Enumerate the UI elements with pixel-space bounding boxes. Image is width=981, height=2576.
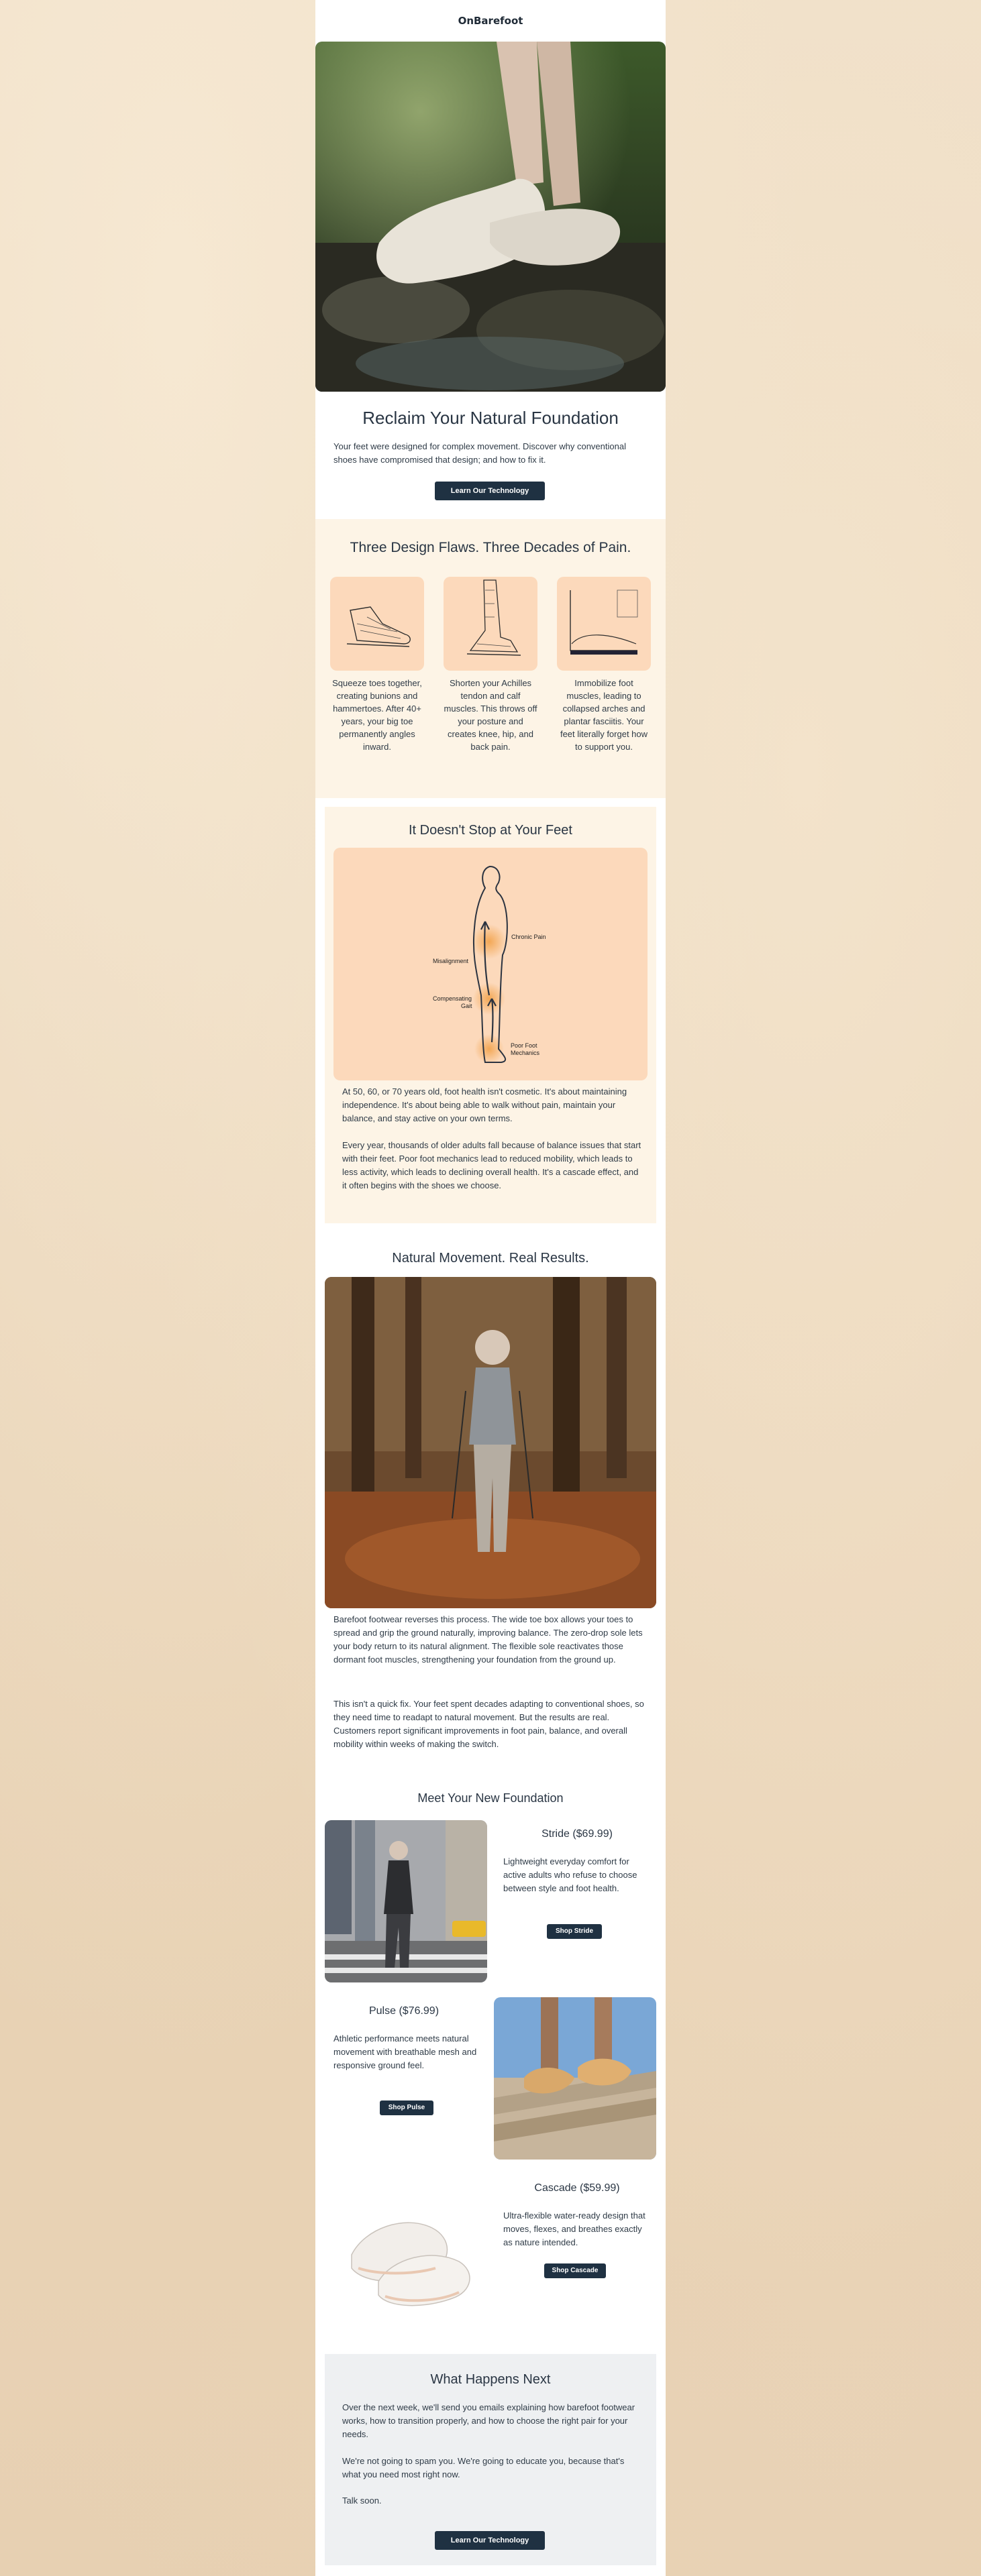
results-image	[325, 1277, 656, 1608]
next-paragraph-2: We're not going to spam you. We're going to educate you, because that's what you need most right now.	[342, 2456, 625, 2479]
label-misalignment: Misalignment	[433, 958, 469, 964]
hero-text: Your feet were designed for complex movement. Discover why conventional shoes have compromised that design; and how to fix it.	[333, 441, 626, 465]
flaws-title: Three Design Flaws. Three Decades of Pain.	[350, 540, 631, 555]
label-mechanics: Mechanics	[511, 1050, 540, 1056]
next-cta-button[interactable]: Learn Our Technology	[435, 2531, 545, 2550]
next-title: What Happens Next	[430, 2372, 551, 2387]
flaw-image-achilles	[444, 577, 537, 671]
hero-image	[315, 42, 666, 392]
product-name-pulse: Pulse ($76.99)	[368, 2005, 440, 2017]
product-image-cascade[interactable]	[325, 2174, 487, 2337]
shop-stride-button[interactable]: Shop Stride	[547, 1924, 602, 1939]
flaw-image-toes	[330, 577, 424, 671]
flaw-text-toes: Squeeze toes together, creating bunions and hammertoes. After 40+ years, your big toe permanently angles inward.	[332, 678, 422, 752]
product-name-cascade: Cascade ($59.99)	[534, 2182, 620, 2194]
flaw-text-arch: Immobilize foot muscles, leading to collapsed arches and plantar fasciitis. Your feet literally forget how to support you.	[560, 678, 648, 752]
brand-logo[interactable]: OnBarefoot	[458, 15, 523, 27]
product-image-stride[interactable]	[325, 1820, 487, 1982]
cascade-title: It Doesn't Stop at Your Feet	[409, 823, 572, 838]
product-name-stride: Stride ($69.99)	[541, 1828, 613, 1840]
cascade-paragraph-2: Every year, thousands of older adults fall because of balance issues that start with their feet. Poor foot mechanics lead to reduced mobility, which leads to less activity, which leads to declining overall health. It's a cascade effect, and it often begins with the shoes we choose.	[342, 1140, 641, 1190]
label-chronic-pain: Chronic Pain	[511, 934, 546, 940]
product-desc-cascade: Ultra-flexible water-ready design that moves, flexes, and breathes exactly as nature intended.	[503, 2210, 646, 2247]
product-desc-pulse: Athletic performance meets natural movement with breathable mesh and responsive ground feel.	[333, 2033, 477, 2070]
cascade-diagram	[333, 848, 648, 1080]
label-compensating: Compensating	[433, 995, 472, 1002]
hero-cta-button[interactable]: Learn Our Technology	[435, 482, 545, 500]
results-paragraph-2: This isn't a quick fix. Your feet spent decades adapting to conventional shoes, so they need time to readapt to natural movement. But the results are real. Customers report significant improvements in foot pain, balance, and overall mobility within weeks of making the switch.	[333, 1699, 644, 1749]
product-desc-stride: Lightweight everyday comfort for active adults who refuse to choose between style and foot health.	[503, 1856, 637, 1893]
label-gait: Gait	[461, 1003, 472, 1009]
email-container	[315, 0, 666, 2576]
products-title: Meet Your New Foundation	[417, 1791, 564, 1805]
label-poor-foot: Poor Foot	[511, 1042, 537, 1049]
results-title: Natural Movement. Real Results.	[392, 1251, 589, 1266]
next-paragraph-3: Talk soon.	[342, 2496, 382, 2506]
product-image-pulse[interactable]	[494, 1997, 656, 2160]
hero-title: Reclaim Your Natural Foundation	[362, 408, 619, 428]
flaw-image-arch	[557, 577, 651, 671]
shop-pulse-button[interactable]: Shop Pulse	[380, 2101, 433, 2115]
shop-cascade-button[interactable]: Shop Cascade	[544, 2263, 606, 2278]
cascade-paragraph-1: At 50, 60, or 70 years old, foot health isn't cosmetic. It's about maintaining independence. It's about being able to walk without pain, maintain your balance, and stay active on your own terms.	[342, 1086, 627, 1123]
flaw-text-achilles: Shorten your Achilles tendon and calf muscles. This throws off your posture and creates knee, hip, and back pain.	[444, 678, 537, 752]
next-paragraph-1: Over the next week, we'll send you emails explaining how barefoot footwear works, how to transition properly, and how to choose the right pair for your needs.	[342, 2402, 635, 2439]
results-paragraph-1: Barefoot footwear reverses this process. The wide toe box allows your toes to spread and grip the ground naturally, improving balance. The zero-drop sole lets your body return to its natural alignment. The flexible sole reactivates those dormant foot muscles, strengthening your foundation from the ground up.	[333, 1614, 643, 1665]
